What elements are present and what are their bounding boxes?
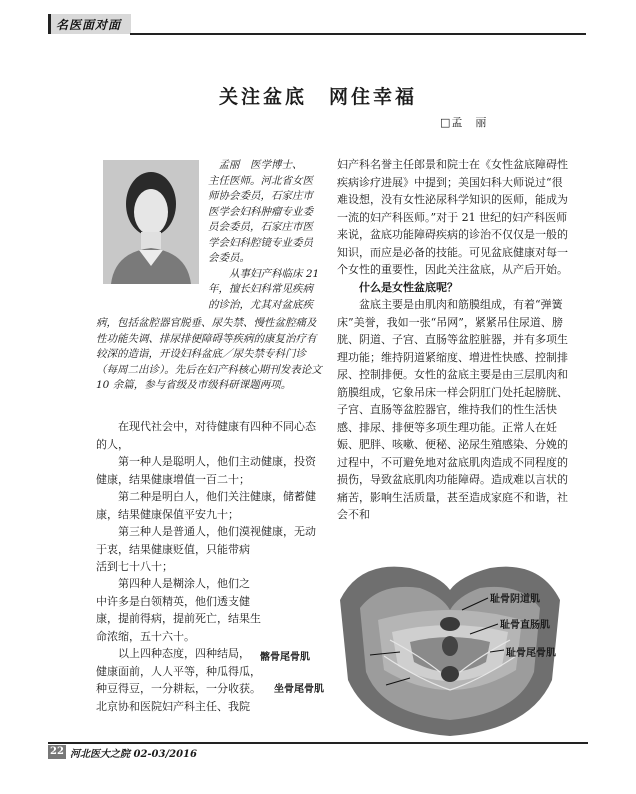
label-puborectalis: 耻骨直肠肌 — [500, 620, 550, 631]
bio-line: 的诊治，尤其对盆底疾 — [208, 298, 313, 311]
paragraph: 第一种人是聪明人，他们主动健康，投资健康，结果健康增值一百二十； — [96, 455, 316, 486]
paragraph: 盆底主要是由肌肉和筋膜组成，有着“弹簧床”美誉，我如一张“吊网”，紧紧吊住尿道、膀胱、阴道、子宫、直肠等盆腔脏器，并有多项生理功能；维持阴道紧缩度、增进性快感、控制排尿、控制排便。女性的盆底主要是由三层肌肉和筋膜组成，它象吊床一样会阴肛门处托起膀胱、子宫、直肠等盆腔器官，维持我们的性生活快感、排尿、排便等多项生理功能。正常人在妊娠、肥胖、咳嗽、便秘、泌尿生殖感染、分娩的过程中，不可避免地对盆底肌肉造成不同程度的损伤，导致盆底肌肉功能障碍。造成难以言状的痛苦，影响生活质量，甚至造成家庭不和谐，社会不和 — [337, 298, 568, 521]
label-pubococcygeus: 耻骨尾骨肌 — [506, 648, 556, 659]
pelvic-floor-figure — [260, 560, 592, 738]
label-ischiococcygeus: 坐骨尾骨肌 — [274, 684, 324, 695]
paragraph: 在现代社会中，对待健康有四种不同心态的人， — [96, 420, 316, 451]
footer-rule — [48, 742, 588, 744]
bio-line: 员会委员，石家庄市医 — [208, 221, 313, 233]
page-number: 22 — [48, 745, 66, 759]
left-column-wrap — [96, 575, 266, 715]
bio-line: 主任医师。河北省女医 — [208, 174, 313, 187]
paragraph: 第三种人是普通人，他们漠视健康，无动于衷，结果健康贬值，只能带病 — [96, 525, 316, 556]
author-byline: □孟 丽 — [440, 116, 488, 129]
paragraph: 第二种是明白人，他们关注健康，储蓄健康，结果健康保值平安九十； — [96, 490, 316, 521]
bio-line: 从事妇产科临床 21 — [229, 267, 320, 280]
paragraph-line: 中许多是白领精英，他们透支健 — [96, 594, 250, 608]
paragraph-line: 种豆得豆，一分耕耘，一分收获。 — [96, 682, 261, 695]
journal-name: 河北医大之院 02-03/2016 — [70, 749, 197, 760]
bio-line: 年，擅长妇科常见疾病 — [208, 283, 313, 295]
left-column — [96, 418, 326, 576]
paragraph-line: 健康面前，人人平等，种瓜得瓜， — [96, 664, 261, 678]
section-heading: 什么是女性盆底呢？ — [359, 280, 458, 294]
column-title: 名医面对面 — [56, 18, 122, 32]
bio-line: 学会妇科腔镜专业委员 — [208, 236, 313, 249]
author-photo — [103, 160, 199, 284]
label-iliococcygeus: 髂骨尾骨肌 — [260, 652, 310, 663]
paragraph-line: 康，提前得病，提前死亡，结果生 — [96, 612, 261, 625]
paragraph: 活到七十八十； — [96, 560, 173, 573]
bio-short-lines — [208, 158, 326, 313]
bio-line: 师协会委员，石家庄市 — [208, 190, 313, 202]
paragraph: 妇产科名誉主任郎景和院士在《女性盆底障碍性疾病诊疗进展》中提到；美国妇科大师说过“很难设想，没有女性泌尿科学知识的医师，能成为一流的妇产科医师。”对于 21 世纪的妇产科医师来说，盆底功能障碍疾病的诊治不仅仅是一般的知识，而应是必备的技能。可见盆底健康对每一个女性的重要性，因此关注盆底，从产后开始。 — [337, 158, 568, 276]
paragraph-line: 以上四种态度，四种结局， — [118, 647, 250, 660]
label-pubovaginalis: 耻骨阴道肌 — [490, 594, 540, 605]
paragraph-line: 北京协和医院妇产科主任、我院 — [96, 699, 250, 713]
bio-paragraph: 病，包括盆腔器官脱垂、尿失禁、慢性盆腔痛及性功能失调、排尿排便障碍等疾病的康复治疗有较深的造诣，开设妇科盆底／尿失禁专科门诊（每周二出诊）。先后在妇产科核心期刊发表论文 10 余篇，参与省级及市级科研课题两项。 — [96, 317, 322, 391]
paragraph-line: 命浓缩，五十六十。 — [96, 629, 195, 643]
bio-line: 会委员。 — [208, 252, 250, 264]
right-column — [337, 156, 573, 524]
header-rule — [130, 33, 586, 35]
bio-line: 医学会妇科肿瘤专业委 — [208, 205, 313, 218]
bio-line: 孟丽 医学博士、 — [218, 159, 303, 171]
paragraph-line: 第四种人是糊涂人，他们之 — [118, 577, 250, 590]
article-title: 关注盆底 网住幸福 — [218, 86, 417, 108]
